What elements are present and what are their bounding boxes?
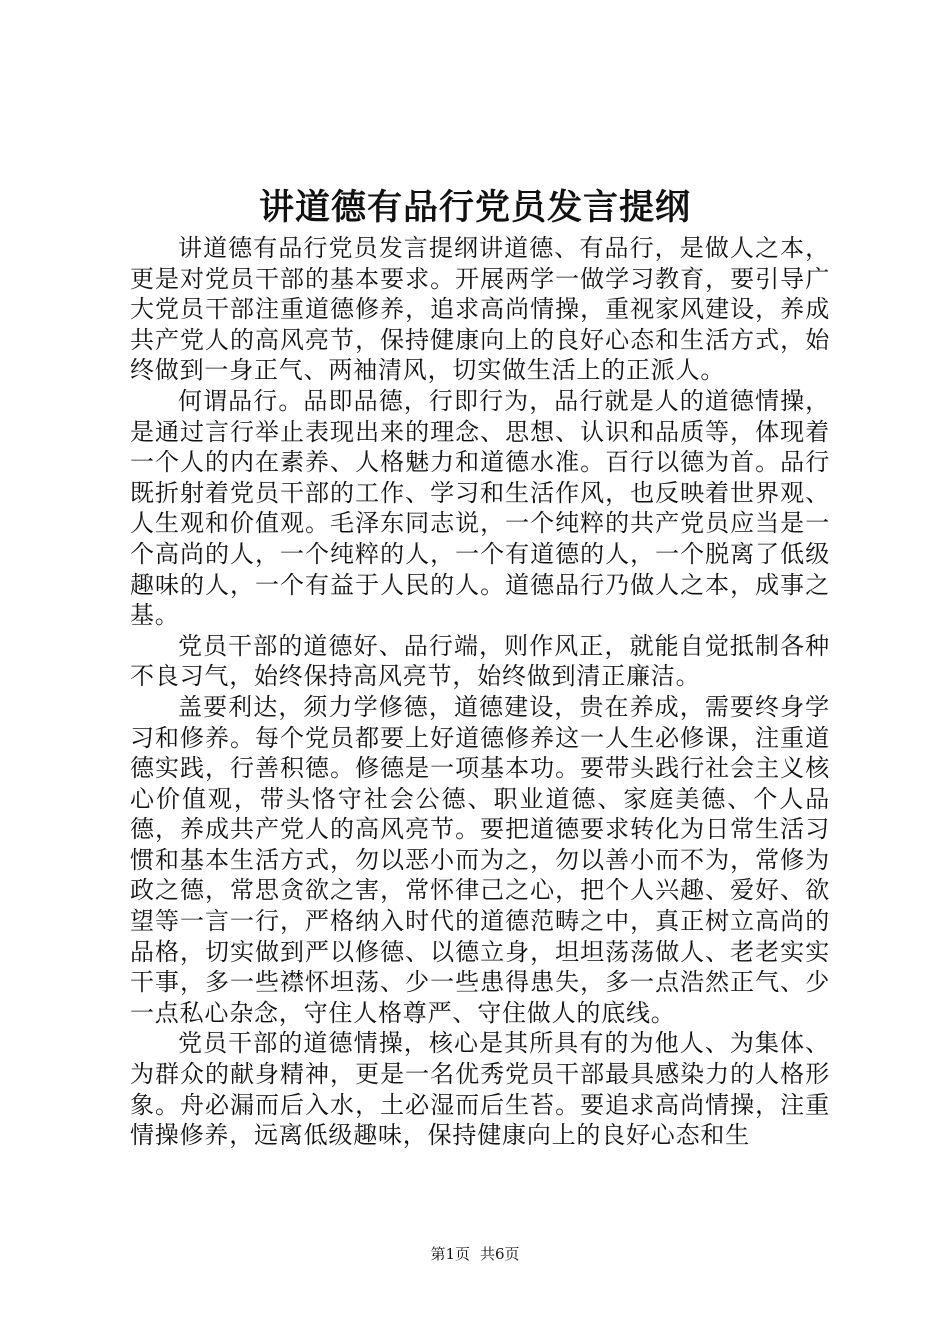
paragraph: 党员干部的道德好、品行端，则作风正，就能自觉抵制各种不良习气，始终保持高风亮节，始终做到清正廉洁。 xyxy=(130,631,830,691)
paragraph: 何谓品行。品即品德，行即行为，品行就是人的道德情操，是通过言行举止表现出来的理念、思想、认识和品质等，体现着一个人的内在素养、人格魅力和道德水准。百行以德为首。品行既折射着党员干部的工作、学习和生活作风，也反映着世界观、人生观和价值观。毛泽东同志说，一个纯粹的共产党员应当是一个高尚的人，一个纯粹的人，一个有道德的人，一个脱离了低级趣味的人，一个有益于人民的人。道德品行乃做人之本，成事之基。 xyxy=(130,386,830,630)
page-number: 第1页 xyxy=(430,1245,470,1263)
paragraph: 党员干部的道德情操，核心是其所具有的为他人、为集体、为群众的献身精神，更是一名优秀党员干部最具感染力的人格形象。舟必漏而后入水，土必湿而后生苔。要追求高尚情操，注重情操修养，远离低级趣味，保持健康向上的良好心态和生 xyxy=(130,1029,830,1150)
document-title: 讲道德有品行党员发言提纲 xyxy=(258,187,691,228)
page-footer xyxy=(0,1244,950,1264)
page-total: 共6页 xyxy=(480,1245,520,1263)
document-body xyxy=(130,233,830,1183)
paragraph: 盖要利达，须力学修德，道德建设，贵在养成，需要终身学习和修养。每个党员都要上好道德修养这一人生必修课，注重道德实践，行善积德。修德是一项基本功。要带头践行社会主义核心价值观，带头恪守社会公德、职业道德、家庭美德、个人品德，养成共产党人的高风亮节。要把道德要求转化为日常生活习惯和基本生活方式，勿以恶小而为之，勿以善小而不为，常修为政之德，常思贪欲之害，常怀律己之心，把个人兴趣、爱好、欲望等一言一行，严格纳入时代的道德范畴之中，真正树立高尚的品格，切实做到严以修德、以德立身，坦坦荡荡做人、老老实实干事，多一些襟怀坦荡、少一些患得患失，多一点浩然正气、少一点私心杂念，守住人格尊严、守住做人的底线。 xyxy=(130,692,830,1027)
paragraph: 讲道德有品行党员发言提纲讲道德、有品行，是做人之本，更是对党员干部的基本要求。开展两学一做学习教育，要引导广大党员干部注重道德修养，追求高尚情操，重视家风建设，养成共产党人的高风亮节，保持健康向上的良好心态和生活方式，始终做到一身正气、两袖清风，切实做生活上的正派人。 xyxy=(130,234,830,385)
